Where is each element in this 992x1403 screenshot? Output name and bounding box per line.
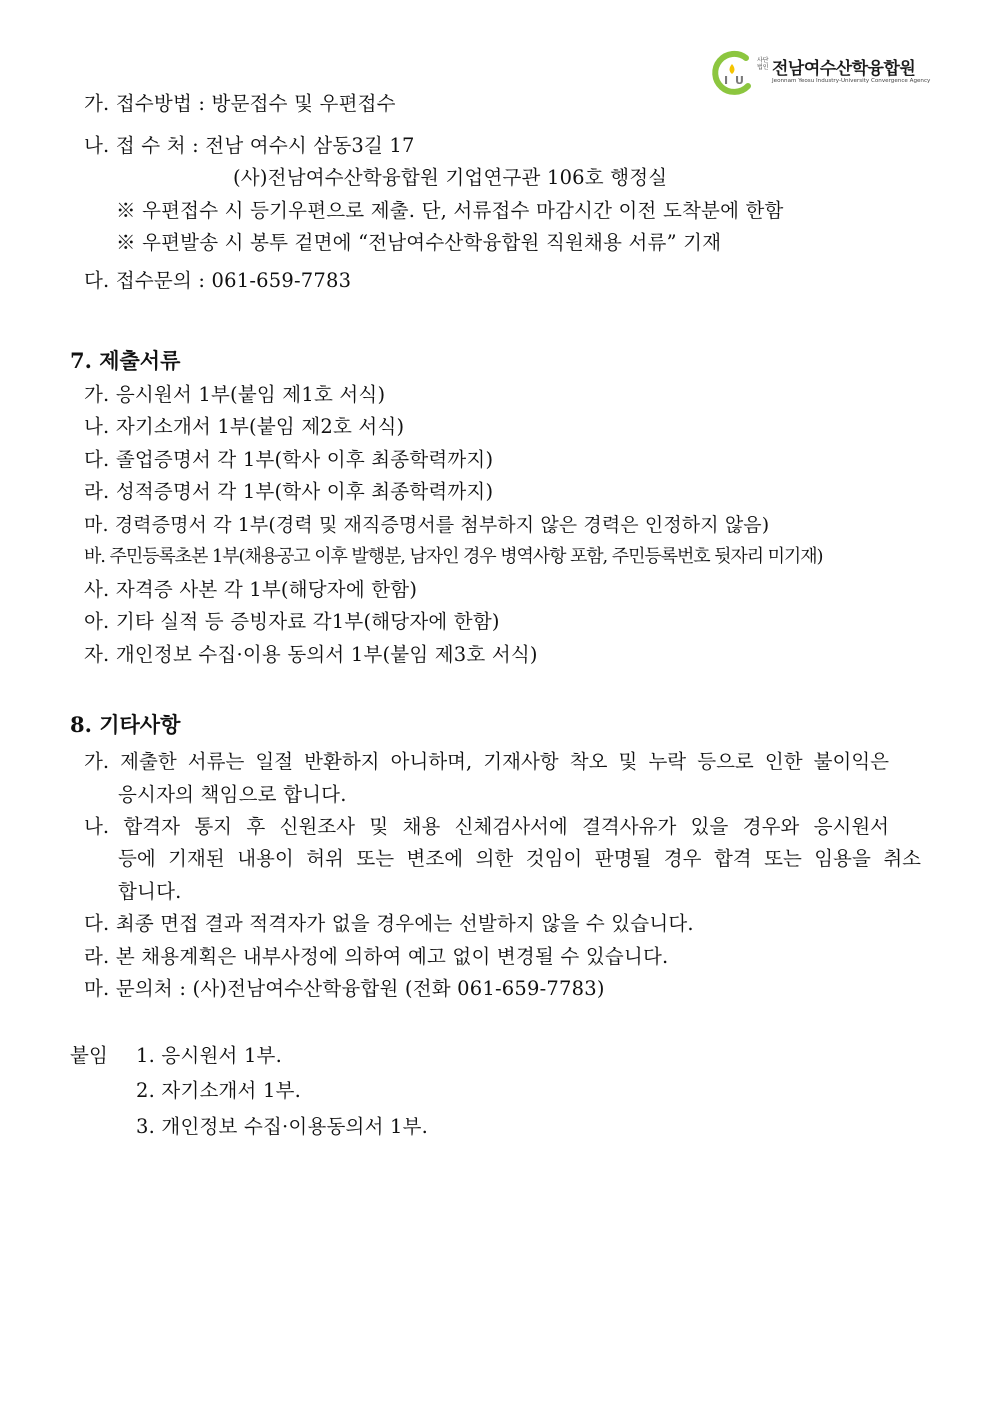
attachments-label: 붙임 [70, 1044, 109, 1067]
document-item: 나. 자기소개서 1부(붙임 제2호 서식) [84, 415, 405, 438]
attachment-item: 3. 개인정보 수집·이용동의서 1부. [136, 1115, 429, 1138]
document-item: 다. 졸업증명서 각 1부(학사 이후 최종학력까지) [84, 448, 494, 471]
receipt-note-envelope: ※ 우편발송 시 봉투 겉면에 “전남여수산학융합원 직원채용 서류” 기재 [116, 231, 722, 254]
svg-text:U: U [735, 74, 744, 87]
receipt-note-registered-mail: ※ 우편접수 시 등기우편으로 제출. 단, 서류접수 마감시간 이전 도착분에 한함 [116, 199, 784, 222]
document-item: 마. 경력증명서 각 1부(경력 및 재직증명서를 첨부하지 않은 경력은 인정하지 않음) [84, 514, 770, 536]
document-item: 사. 자격증 사본 각 1부(해당자에 한함) [84, 578, 418, 601]
note-item-da: 다. 최종 면접 결과 적격자가 없을 경우에는 선발하지 않을 수 있습니다. [84, 912, 694, 935]
receipt-place-detail: (사)전남여수산학융합원 기업연구관 106호 행정실 [233, 166, 668, 189]
note-item-ga: 가. 제출한 서류는 일절 반환하지 아니하며, 기재사항 착오 및 누락 등으로 인한 불이익은 [84, 750, 889, 773]
note-item-na: 나. 합격자 통지 후 신원조사 및 채용 신체검사서에 결격사유가 있을 경우와 응시원서 [84, 815, 889, 838]
note-item-ma: 마. 문의처 : (사)전남여수산학융합원 (전화 061-659-7783) [84, 977, 605, 1000]
section-7-title: 7. 제출서류 [70, 348, 181, 373]
receipt-place: 나. 접 수 처 : 전남 여수시 삼동3길 17 [84, 134, 415, 157]
logo-name: 전남여수산학융합원 [772, 59, 916, 79]
svg-text:I: I [724, 74, 729, 87]
logo-emblem-icon [710, 50, 754, 96]
logo-small-label: 사단법인 [757, 57, 769, 71]
note-item-na-cont2: 합니다. [118, 880, 182, 903]
document-item: 가. 응시원서 1부(붙임 제1호 서식) [84, 383, 386, 406]
organization-logo [710, 48, 931, 100]
attachment-item: 1. 응시원서 1부. [136, 1044, 282, 1067]
attachment-item: 2. 자기소개서 1부. [136, 1079, 302, 1102]
receipt-method: 가. 접수방법 : 방문접수 및 우편접수 [84, 92, 396, 115]
note-item-ga-cont: 응시자의 책임으로 합니다. [118, 783, 347, 806]
logo-english-name: Jeonnam Yeosu Industry-University Convergence Agency [772, 78, 931, 84]
section-8-title: 8. 기타사항 [70, 712, 181, 737]
receipt-inquiry: 다. 접수문의 : 061-659-7783 [84, 269, 352, 292]
document-item: 바. 주민등록초본 1부(채용공고 이후 발행분, 남자인 경우 병역사항 포함, 주민등록번호 뒷자리 미기재) [84, 546, 823, 567]
note-item-na-cont: 등에 기재된 내용이 허위 또는 변조에 의한 것임이 판명될 경우 합격 또는 임용을 취소 [118, 847, 921, 870]
document-item: 아. 기타 실적 등 증빙자료 각1부(해당자에 한함) [84, 610, 500, 633]
note-item-ra: 라. 본 채용계획은 내부사정에 의하여 예고 없이 변경될 수 있습니다. [84, 945, 669, 968]
document-item: 자. 개인정보 수집·이용 동의서 1부(붙임 제3호 서식) [84, 643, 538, 666]
document-item: 라. 성적증명서 각 1부(학사 이후 최종학력까지) [84, 480, 494, 503]
